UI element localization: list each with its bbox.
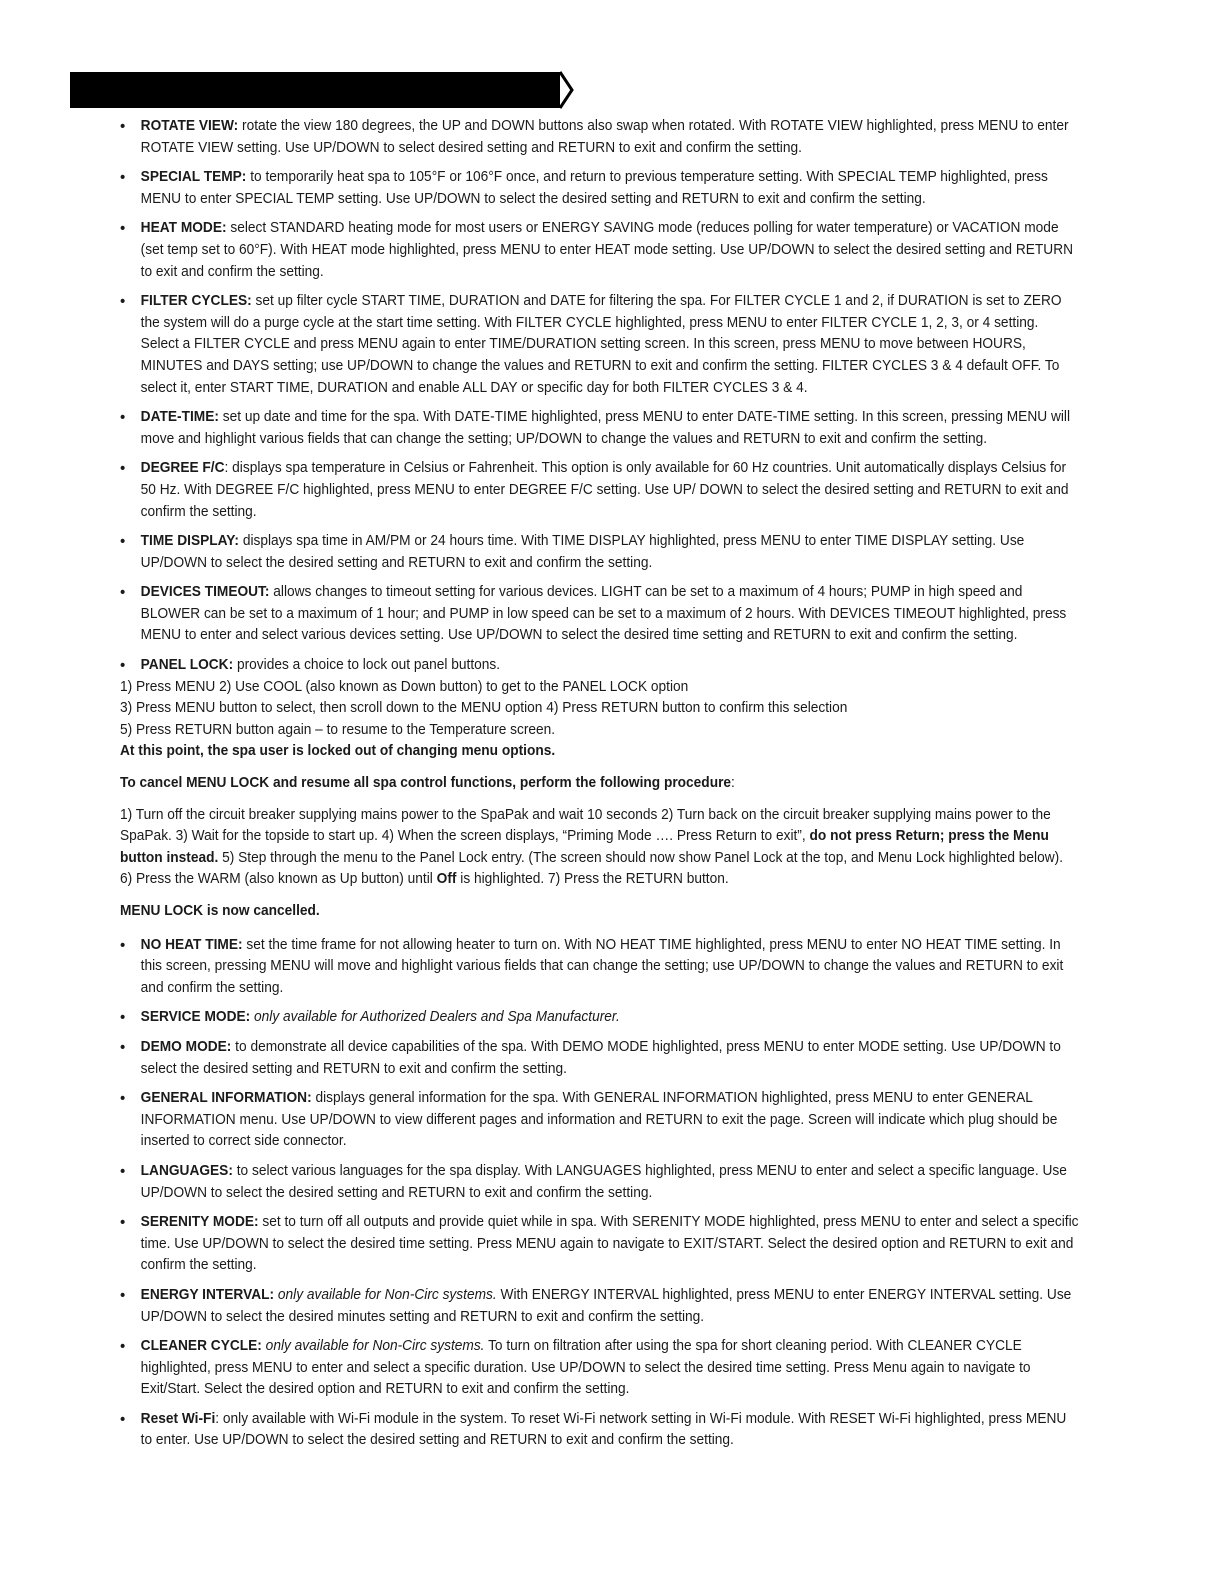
bullet: •	[120, 460, 126, 478]
list-item	[120, 1007, 1079, 1029]
bullet: •	[120, 118, 126, 135]
bullet: •	[120, 584, 126, 602]
bullet: •	[120, 1338, 126, 1356]
item-term: SERVICE MODE:	[140, 1009, 251, 1026]
item-term: NO HEAT TIME:	[140, 936, 243, 953]
item-text: allows changes to timeout setting for various devices. LIGHT can be set to a maximum of 4 hours; PUMP in high speed and BLOWER can be set to a maximum of 1 hour; and PUMP in low speed can be set to a maximum of 2 hours. With DEVICES TIMEOUT highlighted, press MENU to enter and select various devices setting. Use UP/DOWN to select the desired time setting and RETURN to exit and confirm the setting.	[140, 584, 1067, 644]
item-term: PANEL LOCK:	[140, 657, 234, 674]
chevron-right-icon	[556, 66, 580, 114]
settings-list-a	[120, 116, 1079, 647]
list-item	[120, 1161, 1079, 1204]
item-italic-text: only available for Authorized Dealers and Spa Manufacturer.	[254, 1009, 620, 1026]
header-bar	[70, 72, 560, 108]
panel-lock-steps	[120, 677, 1079, 763]
item-after-text: To turn on filtration after using the spa for short cleaning period. With CLEANER CYCLE highlighted, press MENU to enter and select a specific duration. Use UP/DOWN to select the desired time setting. Press Menu again to navigate to Exit/Start. Select the desired option and RETURN to exit and confirm the setting.	[140, 1338, 1031, 1398]
panel-lock-step: 5) Press RETURN button again – to resume to the Temperature screen.	[120, 721, 556, 738]
item-after-text: With ENERGY INTERVAL highlighted, press MENU to enter ENERGY INTERVAL setting. Use UP/DOWN to select the desired minutes setting and RETURN to exit and confirm the setting.	[140, 1286, 1072, 1325]
bullet: •	[120, 1286, 126, 1304]
bullet: •	[120, 293, 126, 311]
item-text: rotate the view 180 degrees, the UP and DOWN buttons also swap when rotated. With ROTATE VIEW highlighted, press MENU to enter ROTATE VIEW setting. Use UP/DOWN to select desired setting and RETURN to exit and confirm the setting.	[140, 118, 1069, 156]
item-text: displays spa time in AM/PM or 24 hours time. With TIME DISPLAY highlighted, press MENU to enter TIME DISPLAY setting. Use UP/DOWN to select the desired setting and RETURN to exit and confirm the setting.	[140, 533, 1025, 571]
item-text: provides a choice to lock out panel buttons.	[233, 657, 501, 674]
cancel-heading	[120, 773, 1079, 795]
list-item	[120, 1336, 1079, 1401]
item-text: to temporarily heat spa to 105°F or 106°F once, and return to previous temperature setting. With SPECIAL TEMP highlighted, press MENU to enter SPECIAL TEMP setting. Use UP/DOWN to select the desired setting and RETURN to exit and confirm the setting.	[140, 169, 1048, 207]
bullet: •	[120, 409, 126, 427]
list-item	[120, 1212, 1079, 1277]
bullet: •	[120, 533, 126, 551]
cancel-bold-text: Off	[436, 871, 457, 888]
item-term: GENERAL INFORMATION:	[140, 1090, 312, 1107]
item-text: set up date and time for the spa. With DATE-TIME highlighted, press MENU to enter DATE-TIME setting. In this screen, pressing MENU will move and highlight various fields that can change the setting; UP/DOWN to change the values and RETURN to exit and confirm the setting.	[140, 409, 1071, 447]
bullet: •	[120, 1009, 126, 1027]
item-term: SPECIAL TEMP:	[140, 169, 247, 186]
list-item	[120, 167, 1079, 210]
item-term: ROTATE VIEW:	[140, 118, 239, 134]
item-term: HEAT MODE:	[140, 220, 227, 237]
item-term: DATE-TIME:	[140, 409, 219, 426]
cancel-text: 1) Turn off the circuit breaker supplying mains power to the SpaPak and wait 10 seconds 2) Turn back on the circuit breaker supplying mains power to the SpaPak. 3) Wait for the topside to start up. 4) When the screen displays, “Priming Mode …. Press Return to exit”,	[120, 806, 1051, 845]
item-text: : displays spa temperature in Celsius or Fahrenheit. This option is only available for 60 Hz countries. Unit automatically displays Celsius for 50 Hz. With DEGREE F/C highlighted, press MENU to enter DEGREE F/C setting. Use UP/ DOWN to select the desired setting and RETURN to exit and confirm the setting.	[140, 460, 1069, 520]
bullet: •	[120, 1162, 126, 1180]
list-item	[120, 218, 1079, 283]
item-italic-text: only available for Non-Circ systems.	[265, 1338, 485, 1355]
item-text: to demonstrate all device capabilities of the spa. With DEMO MODE highlighted, press MENU to enter MODE setting. Use UP/DOWN to select the desired setting and RETURN to exit and confirm the setting.	[140, 1038, 1061, 1077]
menu-options-list	[120, 116, 1079, 1460]
list-item-panel-lock	[120, 655, 1079, 677]
item-term: LANGUAGES:	[140, 1162, 233, 1179]
settings-list-b	[120, 935, 1079, 1452]
list-item	[120, 458, 1079, 523]
list-item	[120, 1285, 1079, 1328]
cancel-heading-colon: :	[731, 775, 735, 792]
bullet: •	[120, 1038, 126, 1056]
list-item	[120, 531, 1079, 574]
bullet: •	[120, 657, 126, 675]
item-term: TIME DISPLAY:	[140, 533, 240, 550]
list-item	[120, 1409, 1079, 1452]
item-text: set the time frame for not allowing heater to turn on. With NO HEAT TIME highlighted, press MENU to enter NO HEAT TIME setting. In this screen, pressing MENU will move and highlight various fields that can change the setting; use UP/DOWN to change the values and RETURN to exit and confirm the setting.	[140, 936, 1064, 996]
list-item	[120, 116, 1079, 159]
item-term: SERENITY MODE:	[140, 1214, 259, 1231]
item-text: displays general information for the spa. With GENERAL INFORMATION highlighted, press MENU to enter GENERAL INFORMATION menu. Use UP/DOWN to view different pages and information and RETURN to exit the page. Screen will indicate which plug should be inserted to correct side connector.	[140, 1090, 1058, 1150]
item-text: set up filter cycle START TIME, DURATION and DATE for filtering the spa. For FILTER CYCLE 1 and 2, if DURATION is set to ZERO the system will do a purge cycle at the start time setting. With FILTER CYCLE highlighted, press MENU to enter FILTER CYCLE 1, 2, 3, or 4 setting. Select a FILTER CYCLE and press MENU again to enter TIME/DURATION setting screen. In this screen, press MENU to move between HOURS, MINUTES and DAYS setting; use UP/DOWN to change the values and RETURN to exit and confirm the setting. FILTER CYCLES 3 & 4 default OFF. To select it, enter START TIME, DURATION and enable ALL DAY or specific day for both FILTER CYCLES 3 & 4.	[140, 293, 1062, 396]
list-item	[120, 935, 1079, 1000]
item-term: DEMO MODE:	[140, 1038, 232, 1055]
bullet: •	[120, 1090, 126, 1108]
item-term: ENERGY INTERVAL:	[140, 1286, 275, 1303]
cancel-text: is highlighted. 7) Press the RETURN button.	[456, 871, 729, 888]
locked-note: At this point, the spa user is locked out of changing menu options.	[120, 743, 556, 760]
list-item	[120, 1037, 1079, 1080]
item-text: set to turn off all outputs and provide quiet while in spa. With SERENITY MODE highlighted, press MENU to enter and select a specific time. Use UP/DOWN to select the desired time setting. Press MENU again to navigate to EXIT/START. Select the desired option and RETURN to exit and confirm the setting.	[140, 1214, 1079, 1274]
cancel-text: 5) Step through the menu to the Panel Lock entry. (The screen should now show Panel Lock at the top, and Menu Lock highlighted below). 6) Press the WARM (also known as Up button) until	[120, 849, 1064, 888]
list-item	[120, 582, 1079, 647]
item-term: CLEANER CYCLE:	[140, 1338, 262, 1355]
item-italic-text: only available for Non-Circ systems.	[277, 1286, 497, 1303]
cancel-bold-text: do not press Return; press the Menu button instead.	[120, 828, 1049, 866]
list-item	[120, 291, 1079, 399]
panel-lock-step: 3) Press MENU button to select, then scroll down to the MENU option 4) Press RETURN button to confirm this selection	[120, 700, 848, 717]
panel-lock-step: 1) Press MENU 2) Use COOL (also known as Down button) to get to the PANEL LOCK option	[120, 678, 689, 695]
list-item	[120, 1088, 1079, 1153]
item-text: select STANDARD heating mode for most users or ENERGY SAVING mode (reduces polling for water temperature) or VACATION mode (set temp set to 60°F). With HEAT mode highlighted, press MENU to enter HEAT mode setting. Use UP/DOWN to select the desired setting and RETURN to exit and confirm the setting.	[140, 220, 1074, 280]
bullet: •	[120, 1214, 126, 1232]
bullet: •	[120, 936, 126, 954]
list-item	[120, 407, 1079, 450]
cancel-procedure	[120, 805, 1079, 891]
menu-lock-cancelled: MENU LOCK is now cancelled.	[120, 903, 320, 919]
bullet: •	[120, 1410, 126, 1428]
item-term: Reset Wi-Fi	[140, 1410, 216, 1427]
item-text: to select various languages for the spa display. With LANGUAGES highlighted, press MENU to enter and select a specific language. Use UP/DOWN to select the desired setting and RETURN to exit and confirm the setting.	[140, 1162, 1067, 1201]
cancel-heading-text: To cancel MENU LOCK and resume all spa control functions, perform the following procedure	[120, 775, 732, 792]
item-text: : only available with Wi-Fi module in the system. To reset Wi-Fi network setting in Wi-Fi module. With RESET Wi-Fi highlighted, press MENU to enter. Use UP/DOWN to select the desired setting and RETURN to exit and confirm the setting.	[140, 1410, 1067, 1449]
bullet: •	[120, 220, 126, 238]
item-term: DEGREE F/C	[140, 460, 225, 477]
item-term: DEVICES TIMEOUT:	[140, 584, 270, 601]
bullet: •	[120, 169, 126, 187]
item-term: FILTER CYCLES:	[140, 293, 252, 310]
